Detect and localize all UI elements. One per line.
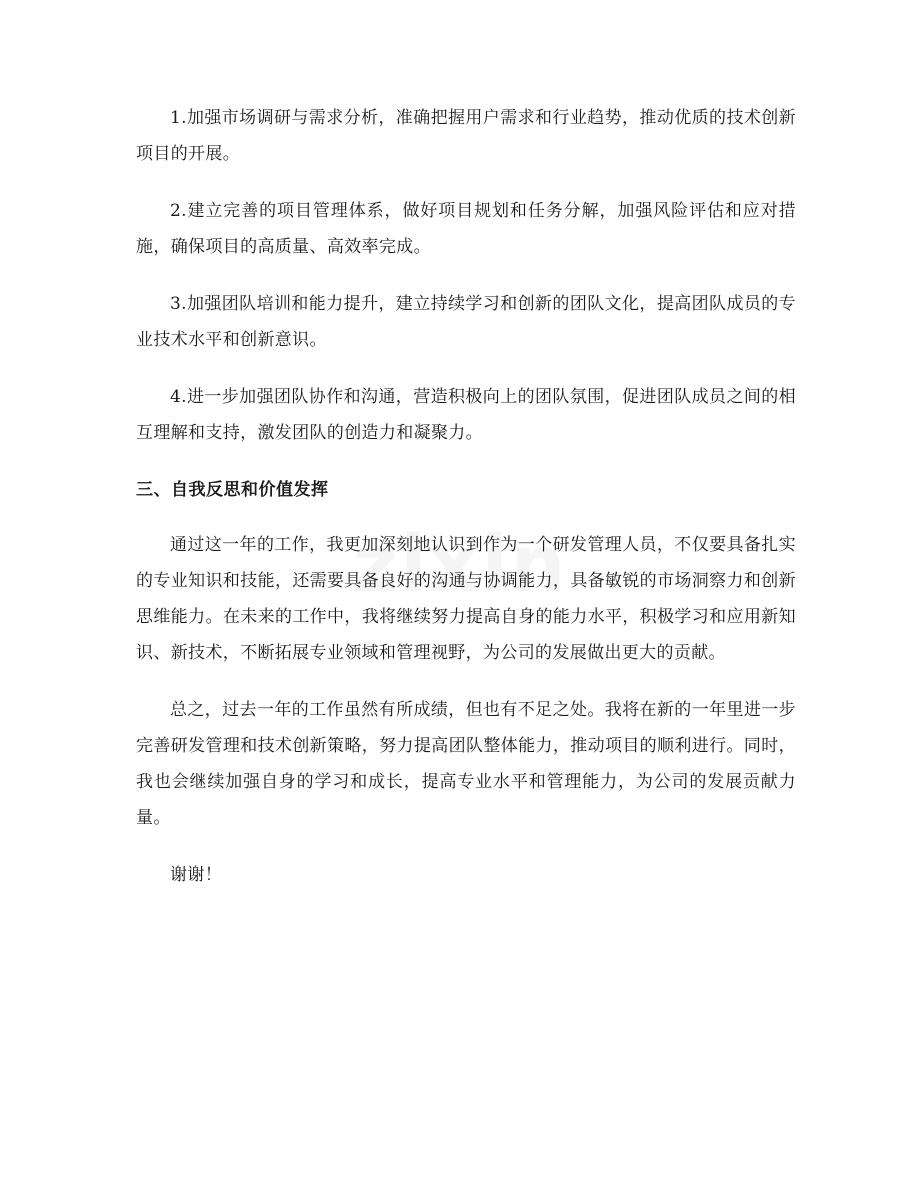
section-heading: 三、自我反思和价值发挥 [136,480,329,500]
summary-paragraph: 总之，过去一年的工作虽然有所成绩，但也有不足之处。我将在新的一年里进一步完善研发管理和技术创新策略，努力提高团队整体能力，推动项目的顺利进行。同时，我也会继续加强自身的学习和成长，提高专业水平和管理能力，为公司的发展贡献力量。 [136,700,796,828]
list-item-2: 2.建立完善的项目管理体系，做好项目规划和任务分解，加强风险评估和应对措施，确保项目的高质量、高效率完成。 [136,201,796,257]
list-item-1: 1.加强市场调研与需求分析，准确把握用户需求和行业趋势，推动优质的技术创新项目的开展。 [136,108,796,164]
reflection-paragraph: 通过这一年的工作，我更加深刻地认识到作为一个研发管理人员，不仅要具备扎实的专业知识和技能，还需要具备良好的沟通与协调能力，具备敏锐的市场洞察力和创新思维能力。在未来的工作中，我将继续努力提高自身的能力水平，积极学习和应用新知识、新技术，不断拓展专业领域和管理视野，为公司的发展做出更大的贡献。 [136,535,796,663]
document-body [136,100,796,914]
list-item-3: 3.加强团队培训和能力提升，建立持续学习和创新的团队文化，提高团队成员的专业技术水平和创新意识。 [136,294,796,350]
closing-thanks: 谢谢！ [170,865,223,885]
list-item-4: 4.进一步加强团队协作和沟通，营造积极向上的团队氛围，促进团队成员之间的相互理解和支持，激发团队的创造力和凝聚力。 [136,387,796,443]
